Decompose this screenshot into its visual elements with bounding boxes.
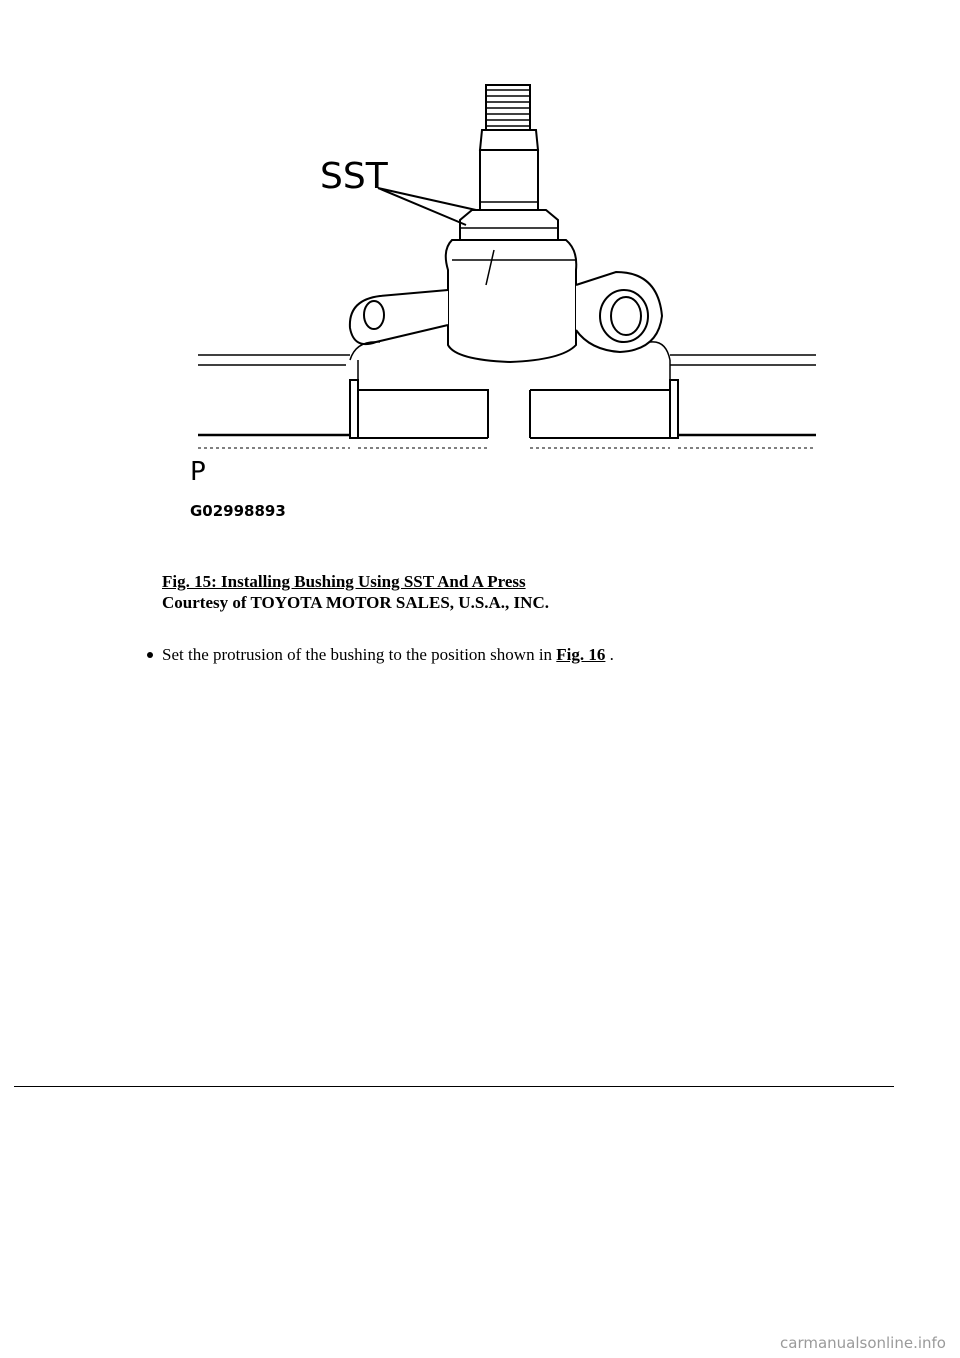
bushing-press-diagram (180, 60, 820, 530)
threaded-rod (486, 85, 530, 130)
bullet-icon (147, 652, 153, 658)
sst-collar (460, 210, 558, 240)
graphic-code: G02998893 (190, 502, 286, 520)
fig-16-link[interactable]: Fig. 16 (556, 645, 606, 664)
press-label: P (190, 457, 206, 487)
footer-divider (14, 1086, 894, 1087)
figure-caption (162, 571, 549, 613)
sst-shaft (480, 130, 538, 210)
technical-illustration (180, 60, 820, 530)
instruction-list (140, 645, 614, 665)
sst-label: SST (320, 156, 388, 197)
figure-title: Fig. 15: Installing Bushing Using SST And A Press (162, 572, 526, 591)
site-watermark: carmanualsonline.info (780, 1334, 946, 1352)
figure-courtesy: Courtesy of TOYOTA MOTOR SALES, U.S.A., INC. (162, 593, 549, 612)
step-end: . (605, 645, 614, 664)
knuckle-housing (350, 240, 662, 362)
step-text: Set the protrusion of the bushing to the position shown in (162, 645, 557, 664)
list-item (140, 645, 614, 665)
